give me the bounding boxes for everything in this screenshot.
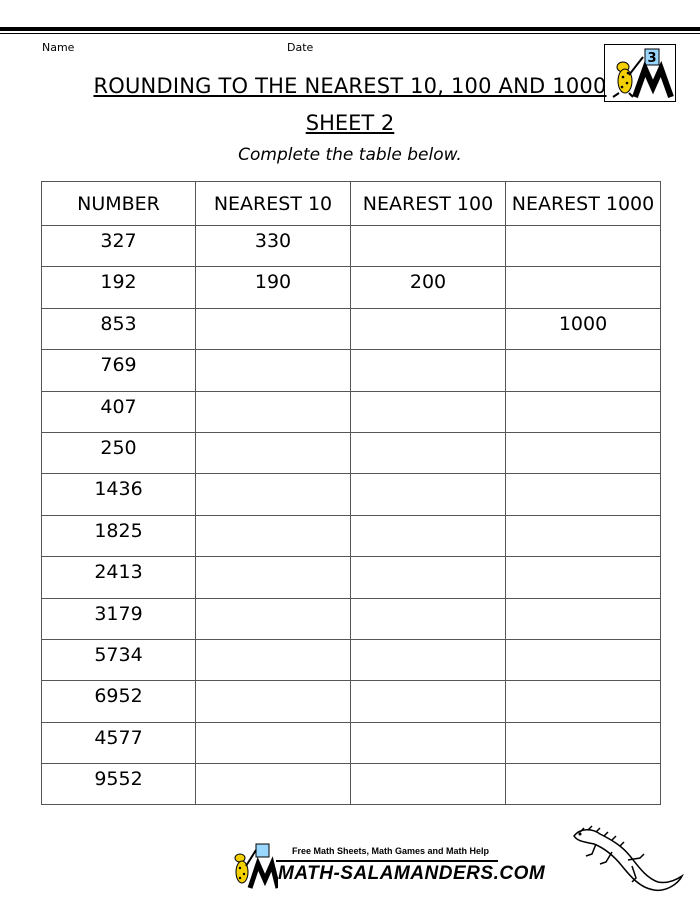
cell-number: 1825 (42, 515, 196, 556)
cell-nearest-100[interactable] (351, 681, 506, 722)
table-row (42, 308, 661, 349)
cell-number: 250 (42, 432, 196, 473)
cell-number: 6952 (42, 681, 196, 722)
cell-nearest-10[interactable]: 330 (196, 226, 351, 267)
column-header-nearest-1000: NEAREST 1000 (506, 182, 661, 226)
cell-nearest-10[interactable] (196, 764, 351, 805)
cell-nearest-1000[interactable] (506, 764, 661, 805)
cell-nearest-10[interactable] (196, 391, 351, 432)
cell-nearest-100[interactable] (351, 350, 506, 391)
footer-brand: MATH-SALAMANDERS.COM (278, 863, 546, 884)
salamander-m-footer-logo-icon (228, 842, 278, 890)
cell-nearest-1000[interactable] (506, 639, 661, 680)
table-row (42, 350, 661, 391)
cell-nearest-10[interactable] (196, 557, 351, 598)
cell-nearest-100[interactable] (351, 764, 506, 805)
cell-nearest-10[interactable] (196, 308, 351, 349)
cell-nearest-1000[interactable] (506, 391, 661, 432)
cell-nearest-10[interactable] (196, 722, 351, 763)
table-row (42, 764, 661, 805)
table-row (42, 598, 661, 639)
cell-number: 5734 (42, 639, 196, 680)
cell-nearest-1000[interactable] (506, 557, 661, 598)
cell-nearest-100[interactable] (351, 432, 506, 473)
top-rule-thick (0, 27, 700, 31)
table-row (42, 432, 661, 473)
cell-nearest-10[interactable]: 190 (196, 267, 351, 308)
cell-nearest-100[interactable] (351, 226, 506, 267)
table-row (42, 267, 661, 308)
table-row (42, 515, 661, 556)
cell-nearest-1000[interactable] (506, 681, 661, 722)
cell-number: 327 (42, 226, 196, 267)
top-rule-thin (0, 33, 700, 34)
cell-number: 2413 (42, 557, 196, 598)
rounding-table (41, 181, 661, 805)
cell-number: 3179 (42, 598, 196, 639)
column-header-nearest-10: NEAREST 10 (196, 182, 351, 226)
table-row (42, 557, 661, 598)
cell-number: 769 (42, 350, 196, 391)
cell-nearest-10[interactable] (196, 350, 351, 391)
table-row (42, 474, 661, 515)
instruction-text: Complete the table below. (238, 145, 462, 165)
cell-nearest-10[interactable] (196, 598, 351, 639)
cell-nearest-10[interactable] (196, 432, 351, 473)
table-row (42, 226, 661, 267)
name-label: Name (42, 41, 75, 54)
cell-nearest-10[interactable] (196, 639, 351, 680)
cell-nearest-1000[interactable] (506, 267, 661, 308)
footer-tagline: Free Math Sheets, Math Games and Math Help (292, 846, 490, 856)
cell-number: 853 (42, 308, 196, 349)
cell-nearest-100[interactable] (351, 598, 506, 639)
cell-nearest-100[interactable] (351, 308, 506, 349)
cell-nearest-100[interactable] (351, 515, 506, 556)
cell-nearest-1000[interactable] (506, 598, 661, 639)
cell-number: 192 (42, 267, 196, 308)
date-label: Date (287, 41, 314, 54)
cell-nearest-100[interactable] (351, 639, 506, 680)
salamander-icon (566, 822, 686, 902)
grade-number: 3 (647, 51, 657, 66)
table-body (42, 226, 661, 805)
cell-nearest-1000[interactable] (506, 350, 661, 391)
worksheet-title: ROUNDING TO THE NEAREST 10, 100 AND 1000 (93, 74, 607, 98)
cell-nearest-100[interactable]: 200 (351, 267, 506, 308)
cell-nearest-10[interactable] (196, 474, 351, 515)
column-header-nearest-100: NEAREST 100 (351, 182, 506, 226)
cell-nearest-1000[interactable] (506, 432, 661, 473)
column-header-number: NUMBER (42, 182, 196, 226)
cell-nearest-10[interactable] (196, 681, 351, 722)
cell-number: 9552 (42, 764, 196, 805)
worksheet-subtitle: SHEET 2 (305, 111, 395, 135)
cell-nearest-1000[interactable] (506, 722, 661, 763)
table-row (42, 639, 661, 680)
cell-nearest-1000[interactable] (506, 226, 661, 267)
table-row (42, 722, 661, 763)
cell-number: 1436 (42, 474, 196, 515)
footer-rule (276, 860, 498, 862)
cell-number: 407 (42, 391, 196, 432)
cell-nearest-1000[interactable] (506, 515, 661, 556)
cell-nearest-100[interactable] (351, 557, 506, 598)
cell-nearest-1000[interactable]: 1000 (506, 308, 661, 349)
cell-nearest-100[interactable] (351, 391, 506, 432)
cell-nearest-1000[interactable] (506, 474, 661, 515)
cell-number: 4577 (42, 722, 196, 763)
cell-nearest-10[interactable] (196, 515, 351, 556)
table-row (42, 681, 661, 722)
cell-nearest-100[interactable] (351, 722, 506, 763)
table-row (42, 391, 661, 432)
table-header (42, 182, 661, 226)
cell-nearest-100[interactable] (351, 474, 506, 515)
